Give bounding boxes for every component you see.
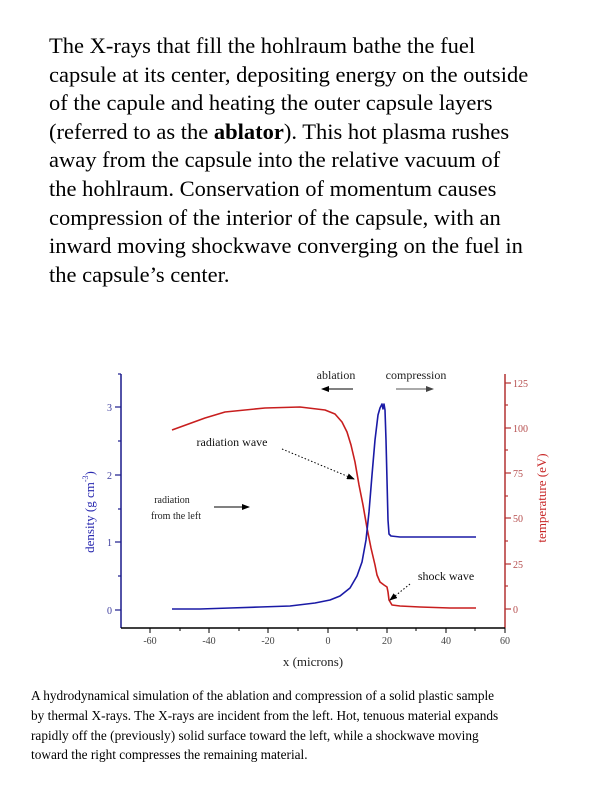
paragraph-line: away from the capsule into the relative vacuum of — [49, 147, 501, 173]
x-tick-label: -60 — [143, 636, 157, 647]
x-tick-label: 60 — [500, 636, 510, 647]
paragraph-line: compression of the interior of the capsule, with an — [49, 204, 501, 230]
paragraph-line: The X-rays that fill the hohlraum bathe the fuel — [49, 33, 476, 58]
x-tick-label: 20 — [382, 636, 392, 647]
bold-term-ablator: ablator — [213, 118, 284, 144]
left-y-axis — [81, 374, 121, 628]
intro-paragraph — [49, 32, 589, 289]
paragraph-line: the capsule’s center. — [49, 261, 230, 287]
y-right-tick-label: 75 — [513, 469, 523, 480]
right-y-axis — [505, 374, 549, 628]
caption-line: A hydrodynamical simulation of the ablation and compression of a solid plastic sample — [31, 688, 495, 703]
caption-line: rapidly off the (previously) solid surface toward the left, while a shockwave moving — [31, 727, 479, 743]
x-tick-label: -40 — [202, 636, 216, 647]
radiation-wave-arrow — [282, 449, 354, 479]
figure-caption — [31, 686, 591, 765]
right-axis-title: temperature (eV) — [534, 453, 549, 543]
x-tick-label: 40 — [441, 636, 451, 647]
y-tick-label: 2 — [107, 471, 112, 482]
y-right-tick-label: 50 — [513, 514, 523, 525]
y-right-tick-label: 25 — [513, 560, 523, 571]
paragraph-line: of the capule and heating the outer capsule layers — [49, 90, 493, 116]
y-tick-label: 0 — [107, 606, 112, 617]
paragraph-text: ). This hot plasma rushes — [283, 118, 510, 144]
paragraph-text: (referred to as the — [49, 118, 214, 144]
radiation-from-left-label-line1: radiation — [154, 495, 190, 506]
paragraph-line: the hohlraum. Conservation of momentum causes — [49, 175, 497, 201]
paragraph-line: inward moving shockwave converging on the fuel in — [49, 233, 523, 259]
shock-wave-label: shock wave — [417, 569, 475, 583]
y-right-tick-label: 0 — [513, 605, 518, 616]
caption-line: toward the right compresses the remaining material. — [31, 747, 308, 763]
y-tick-label: 3 — [107, 403, 112, 414]
paragraph-line-with-bold — [49, 118, 589, 147]
paragraph-line: capsule at its center, depositing energy on the outside — [49, 61, 529, 87]
y-tick-label: 1 — [107, 538, 112, 549]
compression-label: compression — [385, 368, 447, 382]
left-axis-title: density (g $cm^{-3}$) — [81, 471, 97, 553]
x-tick-label: 0 — [325, 636, 331, 647]
radiation-wave-label: radiation wave — [196, 435, 268, 449]
ablation-label: ablation — [316, 368, 356, 382]
x-axis — [121, 628, 510, 669]
y-right-tick-label: 100 — [513, 424, 528, 435]
radiation-from-left-label-line2: from the left — [151, 511, 201, 522]
y-right-tick-label: 125 — [513, 379, 528, 390]
x-tick-label: -20 — [261, 636, 275, 647]
x-axis-title: x (microns) — [282, 654, 344, 669]
caption-line: by thermal X-rays. The X-rays are incident from the left. Hot, tenuous material expands — [31, 707, 499, 723]
density-temperature-chart — [0, 360, 611, 680]
shock-wave-arrow — [390, 584, 410, 600]
